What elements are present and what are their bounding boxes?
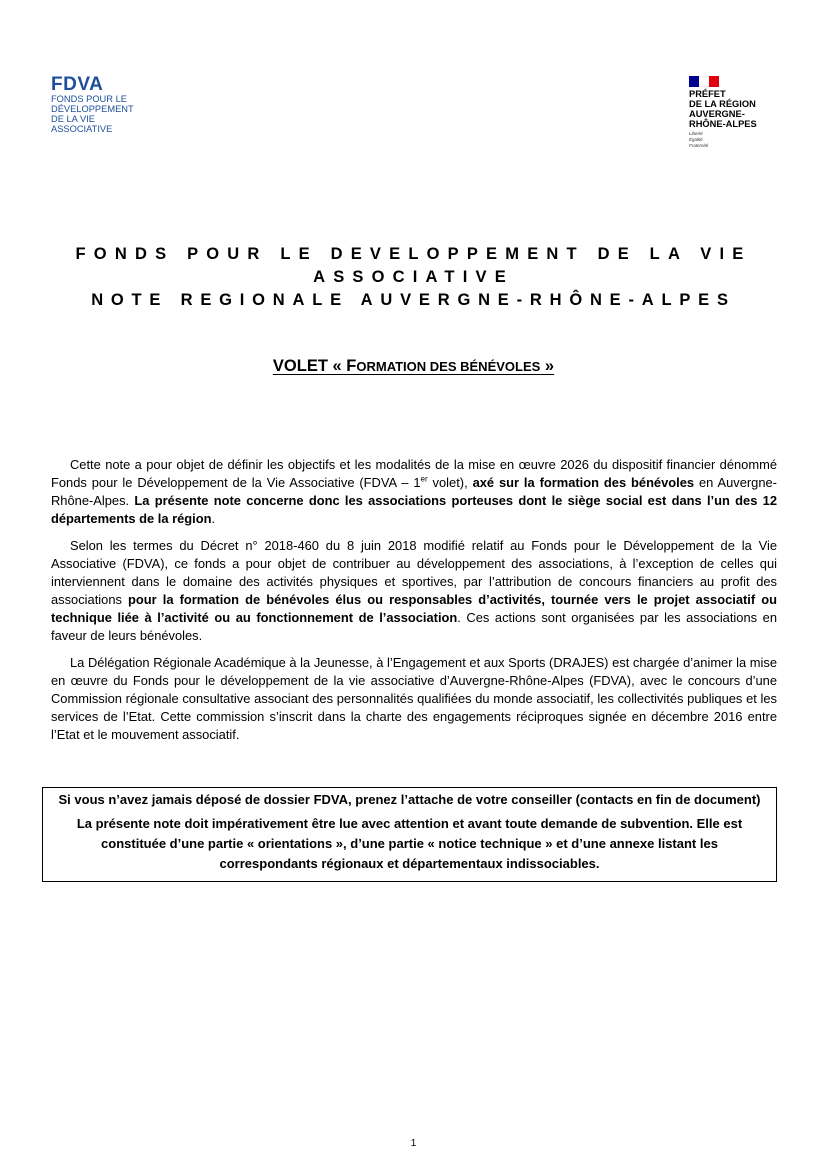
fdva-logo bbox=[51, 76, 161, 134]
prefet-logo-line: AUVERGNE- bbox=[689, 109, 745, 119]
prefet-logo-line: PRÉFET bbox=[689, 89, 726, 99]
french-flag-icon bbox=[689, 76, 719, 87]
subtitle-suffix: » bbox=[540, 357, 555, 375]
fdva-logo-line: DE LA VIE bbox=[51, 114, 95, 124]
subtitle-rest: ORMATION DES BÉNÉVOLES bbox=[356, 359, 541, 374]
fdva-logo-line: DÉVELOPPEMENT bbox=[51, 104, 134, 114]
prefet-logo bbox=[689, 76, 799, 149]
subtitle-prefix: VOLET « bbox=[272, 357, 347, 375]
motto-line: Fraternité bbox=[689, 143, 709, 148]
fdva-logo-line: FONDS POUR LE bbox=[51, 94, 127, 104]
motto-line: Liberté bbox=[689, 131, 703, 136]
motto-line: Égalité bbox=[689, 137, 703, 142]
notice-box bbox=[42, 787, 777, 882]
notice-line-2: La présente note doit impérativement être lue avec attention et avant toute demande de subvention. Elle est constituée d’une partie « orientations », d’une partie « notice technique » et d’une annexe listant les correspondants régionaux et départementaux indissociables. bbox=[76, 816, 743, 871]
republic-motto bbox=[689, 131, 799, 149]
title-line-1: FONDS POUR LE DEVELOPPEMENT DE LA VIE bbox=[75, 245, 752, 263]
paragraph-1: Cette note a pour objet de définir les objectifs et les modalités de la mise en œuvre 2026 du dispositif financier dénommé Fonds pour le Développement de la Vie Associative (FDVA – 1er volet), axé sur la formation des bénévoles en Auvergne-Rhône-Alpes. La présente note concerne donc les associations porteuses dont le siège social est dans l’un des 12 départements de la région. bbox=[51, 457, 777, 526]
prefet-logo-line: RHÔNE-ALPES bbox=[689, 119, 757, 129]
body-text bbox=[51, 456, 777, 753]
document-subtitle bbox=[0, 357, 827, 376]
title-line-2: ASSOCIATIVE bbox=[313, 268, 514, 286]
page-number: 1 bbox=[410, 1138, 417, 1149]
paragraph-3: La Délégation Régionale Académique à la Jeunesse, à l’Engagement et aux Sports (DRAJES) est chargée d’animer la mise en œuvre du Fonds pour le développement de la vie associative d’Auvergne-Rhône-Alpes (FDVA), avec le concours d’une Commission régionale consultative associant des personnalités qualifiées du monde associatif, les collectivités publiques et les services de l’Etat. Cette commission s’inscrit dans la charte des engagements réciproques signée en décembre 2016 entre l’Etat et le mouvement associatif. bbox=[51, 655, 777, 742]
fdva-logo-mark: FDVA bbox=[51, 74, 104, 95]
title-line-3: NOTE REGIONALE AUVERGNE-RHÔNE-ALPES bbox=[91, 291, 736, 309]
subtitle-initial: F bbox=[346, 357, 357, 375]
notice-line-1: Si vous n’avez jamais déposé de dossier FDVA, prenez l’attache de votre conseiller (contacts en fin de document) bbox=[58, 792, 761, 807]
paragraph-2: Selon les termes du Décret n° 2018-460 du 8 juin 2018 modifié relatif au Fonds pour le Développement de la Vie Associative (FDVA), ce fonds a pour objet de contribuer au développement des associations, à l’exception de celles qui interviennent dans le domaine des activités physiques et sportives, par l’attribution de concours financiers au profit des associations pour la formation de bénévoles élus ou responsables d’activités, tournée vers le projet associatif ou technique liée à l’activité ou au fonctionnement de l’association. Ces actions sont organisées par les associations en faveur de leurs bénévoles. bbox=[51, 538, 777, 643]
prefet-logo-line: DE LA RÉGION bbox=[689, 99, 756, 109]
document-title bbox=[40, 243, 787, 312]
fdva-logo-line: ASSOCIATIVE bbox=[51, 124, 113, 134]
